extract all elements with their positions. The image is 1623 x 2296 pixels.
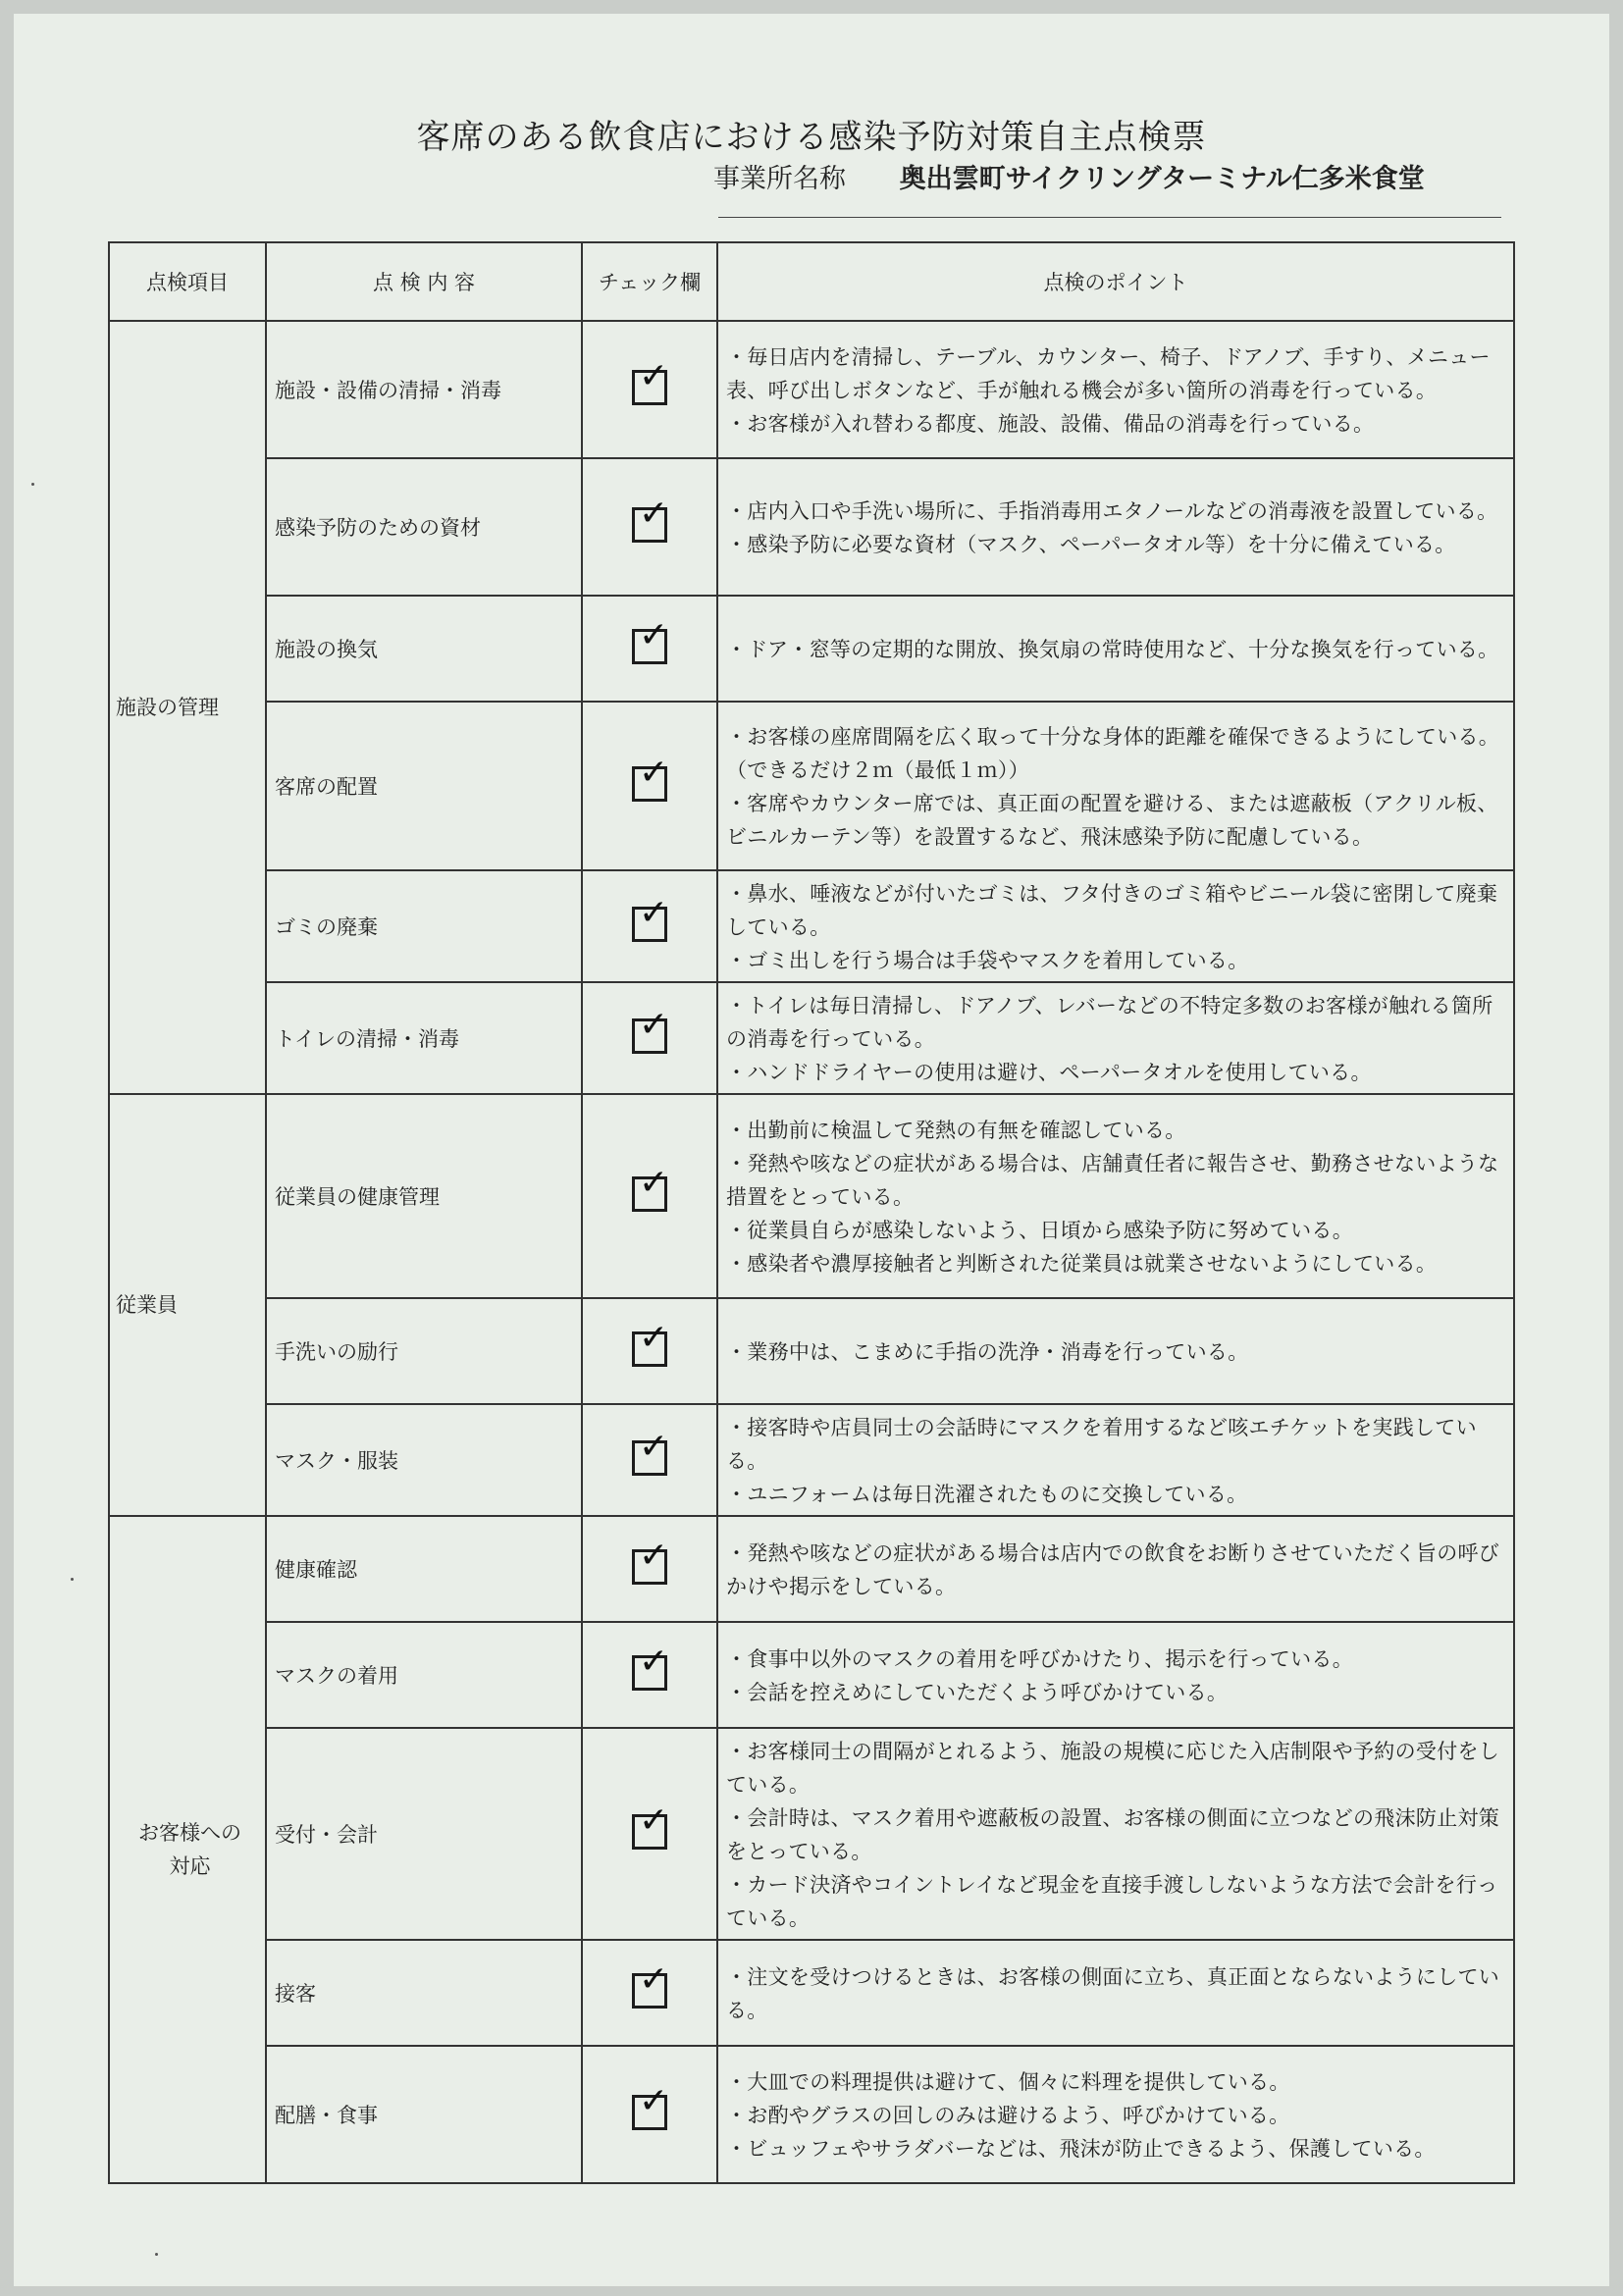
check-mark-icon: ✓ [639,1318,669,1358]
table-row [109,702,1514,870]
document-title: 客席のある飲食店における感染予防対策自主点検票 [416,118,1207,157]
check-cell [582,1094,717,1298]
checkbox[interactable] [632,753,669,802]
point-line: ・ハンドドライヤーの使用は避け、ペーパータオルを使用している。 [726,1061,1372,1084]
points-cell [717,1094,1514,1298]
check-cell [582,1622,717,1728]
inspection-item: 感染予防のための資材 [266,458,582,596]
point-line: ・食事中以外のマスクの着用を呼びかけたり、掲示を行っている。 [726,1647,1353,1671]
inspection-item: 配膳・食事 [266,2046,582,2183]
category-cell [109,1094,266,1516]
points-cell [717,1298,1514,1404]
check-cell [582,870,717,982]
category-cell [109,1516,266,2183]
point-line: ・会話を控えめにしていただくよう呼びかけている。 [726,1681,1229,1704]
table-row [109,2046,1514,2183]
inspection-item: 受付・会計 [266,1728,582,1940]
check-mark-icon: ✓ [639,1800,669,1841]
points-cell [717,702,1514,870]
point-line: ・感染予防に必要な資材（マスク、ペーパータオル等）を十分に備えている。 [726,533,1456,556]
inspection-item: 接客 [266,1940,582,2046]
check-mark-icon: ✓ [639,615,669,655]
point-line: ・ドア・窓等の定期的な開放、換気扇の常時使用など、十分な換気を行っている。 [726,638,1499,661]
table-row [109,1094,1514,1298]
scan-speck [155,2253,158,2256]
check-mark-icon: ✓ [639,1163,669,1203]
check-cell [582,321,717,458]
checkbox[interactable] [632,2081,669,2130]
point-line: ・お客様が入れ替わる都度、施設、設備、備品の消毒を行っている。 [726,412,1375,436]
table-row [109,458,1514,596]
inspection-item: 客席の配置 [266,702,582,870]
category-label: 従業員 [116,1293,178,1317]
checkbox[interactable] [632,615,669,664]
table-row [109,1298,1514,1404]
checklist-table [108,241,1515,2184]
table-row [109,1728,1514,1940]
check-mark-icon: ✓ [639,1536,669,1576]
table-row [109,982,1514,1094]
checkbox[interactable] [632,1427,669,1476]
checklist-body [109,321,1514,2183]
point-line: ・トイレは毎日清掃し、ドアノブ、レバーなどの不特定多数のお客様が触れる箇所の消毒を行っている。 [726,994,1493,1051]
office-name: 奥出雲町サイクリングターミナル仁多米食堂 [899,164,1425,194]
point-line: ・お客様同士の間隔がとれるよう、施設の規模に応じた入店制限や予約の受付をしている。 [726,1740,1500,1797]
check-mark-icon: ✓ [639,494,669,534]
checkbox[interactable] [632,356,669,405]
office-underline [718,217,1501,218]
checkbox[interactable] [632,1800,669,1850]
point-line: ・お酌やグラスの回しのみは避けるよう、呼びかけている。 [726,2104,1290,2127]
point-line: ・ユニフォームは毎日洗濯されたものに交換している。 [726,1483,1248,1506]
point-line: ・注文を受けつけるときは、お客様の側面に立ち、真正面とならないようにしている。 [726,1965,1500,2022]
scan-speck [71,1578,74,1581]
check-mark-icon: ✓ [639,1959,669,2000]
point-line: ・大皿での料理提供は避けて、個々に料理を提供している。 [726,2070,1290,2094]
points-cell [717,1940,1514,2046]
table-row [109,1404,1514,1516]
check-mark-icon: ✓ [639,753,669,793]
points-cell [717,1622,1514,1728]
table-row [109,1516,1514,1622]
category-label: お客様への 対応 [138,1821,241,1878]
point-line: ・感染者や濃厚接触者と判断された従業員は就業させないようにしている。 [726,1252,1438,1276]
point-line: ・店内入口や手洗い場所に、手指消毒用エタノールなどの消毒液を設置している。 [726,499,1498,523]
check-cell [582,596,717,702]
inspection-item: マスク・服装 [266,1404,582,1516]
point-line: ・お客様の座席間隔を広く取って十分な身体的距離を確保できるようにしている。（できるだけ２ｍ（最低１ｍ）） [726,725,1500,782]
points-cell [717,2046,1514,2183]
check-cell [582,1404,717,1516]
checkbox[interactable] [632,494,669,543]
point-line: ・発熱や咳などの症状がある場合は、店舗責任者に報告させ、勤務させないような措置をとっている。 [726,1152,1499,1209]
check-mark-icon: ✓ [639,2081,669,2121]
check-mark-icon: ✓ [639,1427,669,1467]
check-mark-icon: ✓ [639,1005,669,1045]
checkbox[interactable] [632,1005,669,1054]
table-row [109,596,1514,702]
point-line: ・接客時や店員同士の会話時にマスクを着用するなど咳エチケットを実践している。 [726,1416,1477,1473]
checkbox[interactable] [632,1318,669,1367]
inspection-item: 施設・設備の清掃・消毒 [266,321,582,458]
check-cell [582,458,717,596]
point-line: ・客席やカウンター席では、真正面の配置を避ける、または遮蔽板（アクリル板、ビニルカーテン等）を設置するなど、飛沫感染予防に配慮している。 [726,792,1498,849]
check-mark-icon: ✓ [639,1642,669,1682]
point-line: ・出勤前に検温して発熱の有無を確認している。 [726,1119,1186,1142]
point-line: ・従業員自らが感染しないよう、日頃から感染予防に努めている。 [726,1219,1353,1242]
check-cell [582,1516,717,1622]
point-line: ・発熱や咳などの症状がある場合は店内での飲食をお断りさせていただく旨の呼びかけや掲示をしている。 [726,1541,1500,1598]
table-row [109,870,1514,982]
check-mark-icon: ✓ [639,893,669,933]
header-check: チェック欄 [582,242,717,321]
check-cell [582,1940,717,2046]
point-line: ・カード決済やコイントレイなど現金を直接手渡ししないような方法で会計を行っている。 [726,1873,1498,1930]
inspection-item: トイレの清掃・消毒 [266,982,582,1094]
category-label: 施設の管理 [116,696,219,719]
table-row [109,1622,1514,1728]
table-row [109,1940,1514,2046]
check-mark-icon: ✓ [639,356,669,396]
checkbox[interactable] [632,1163,669,1212]
point-line: ・ビュッフェやサラダバーなどは、飛沫が防止できるよう、保護している。 [726,2137,1436,2161]
points-cell [717,870,1514,982]
header-content: 点 検 内 容 [266,242,582,321]
checkbox[interactable] [632,1536,669,1585]
category-cell [109,321,266,1094]
header-category: 点検項目 [109,242,266,321]
inspection-item: 施設の換気 [266,596,582,702]
points-cell [717,458,1514,596]
checkbox[interactable] [632,893,669,942]
points-cell [717,982,1514,1094]
table-row [109,321,1514,458]
point-line: ・ゴミ出しを行う場合は手袋やマスクを着用している。 [726,949,1249,972]
points-cell [717,1516,1514,1622]
points-cell [717,321,1514,458]
check-cell [582,2046,717,2183]
point-line: ・鼻水、唾液などが付いたゴミは、フタ付きのゴミ箱やビニール袋に密閉して廃棄している。 [726,882,1498,939]
office-row [713,157,1425,195]
header-row [109,242,1514,321]
header-points: 点検のポイント [717,242,1514,321]
inspection-item: 従業員の健康管理 [266,1094,582,1298]
points-cell [717,596,1514,702]
points-cell [717,1728,1514,1940]
checkbox[interactable] [632,1642,669,1691]
check-cell [582,1728,717,1940]
check-cell [582,982,717,1094]
check-cell [582,702,717,870]
point-line: ・業務中は、こまめに手指の洗浄・消毒を行っている。 [726,1340,1249,1364]
check-cell [582,1298,717,1404]
inspection-item: 健康確認 [266,1516,582,1622]
scan-speck [31,483,34,486]
inspection-item: 手洗いの励行 [266,1298,582,1404]
inspection-item: マスクの着用 [266,1622,582,1728]
points-cell [717,1404,1514,1516]
point-line: ・会計時は、マスク着用や遮蔽板の設置、お客様の側面に立つなどの飛沫防止対策をとっている。 [726,1806,1500,1863]
checkbox[interactable] [632,1959,669,2009]
office-label: 事業所名称 [713,164,846,194]
inspection-item: ゴミの廃棄 [266,870,582,982]
point-line: ・毎日店内を清掃し、テーブル、カウンター、椅子、ドアノブ、手すり、メニュー表、呼び出しボタンなど、手が触れる機会が多い箇所の消毒を行っている。 [726,345,1491,402]
